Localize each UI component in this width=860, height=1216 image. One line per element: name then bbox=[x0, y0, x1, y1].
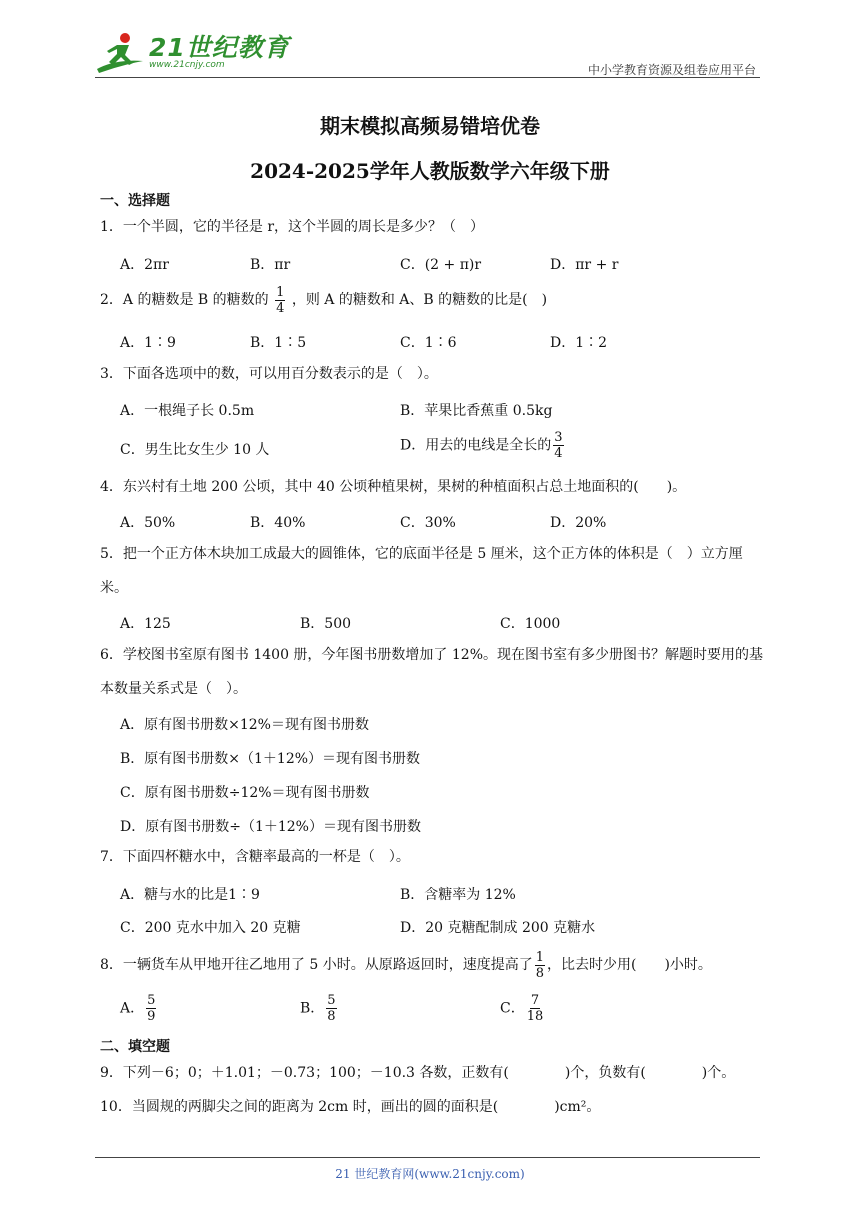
q4-option-a: A．50% bbox=[120, 515, 176, 531]
q4-option-c: C．30% bbox=[400, 515, 456, 531]
q2-option-a: A．1∶9 bbox=[120, 335, 176, 351]
q8-option-b-fraction bbox=[326, 993, 336, 1024]
section-heading-fill: 二、填空题 bbox=[100, 1039, 170, 1055]
q3-option-d bbox=[400, 430, 566, 461]
q4-option-b: B．40% bbox=[250, 515, 306, 531]
question-2 bbox=[100, 283, 765, 317]
q8-b-num: 5 bbox=[327, 993, 336, 1008]
q6-option-a: A．原有图书册数×12%＝现有图书册数 bbox=[120, 717, 369, 733]
q1-option-b: B．πr bbox=[250, 257, 291, 273]
section-heading-choice: 一、选择题 bbox=[100, 193, 170, 209]
q2-frac-den: 4 bbox=[276, 300, 285, 316]
q7-option-a: A．糖与水的比是1∶9 bbox=[120, 887, 260, 903]
page-header bbox=[95, 30, 760, 78]
logo bbox=[95, 30, 290, 76]
q3-d-frac-num: 3 bbox=[554, 430, 563, 445]
q8-option-a bbox=[120, 993, 158, 1024]
q8-option-a-fraction bbox=[146, 993, 156, 1024]
q1-option-c: C．(2 + π)r bbox=[400, 257, 482, 273]
header-platform-text: 中小学教育资源及组卷应用平台 bbox=[587, 63, 756, 77]
q8-text-post: ，比去时少用( )小时。 bbox=[547, 957, 712, 973]
logo-url: www.21cnjy.com bbox=[149, 60, 225, 70]
q4-option-d: D．20% bbox=[550, 515, 607, 531]
q8-option-c-label: C． bbox=[500, 1000, 525, 1017]
q8-option-c-fraction bbox=[527, 993, 544, 1024]
q8-option-b bbox=[300, 993, 339, 1024]
q3-option-c: C．男生比女生少 10 人 bbox=[120, 442, 270, 458]
q2-frac-num: 1 bbox=[276, 284, 285, 300]
header-divider bbox=[95, 77, 760, 78]
q8-b-den: 8 bbox=[327, 1009, 336, 1024]
q8-option-a-label: A． bbox=[120, 1000, 145, 1017]
q2-option-b: B．1∶5 bbox=[250, 335, 307, 351]
footer-text: 21 世纪教育网(www.21cnjy.com) bbox=[335, 1167, 525, 1181]
runner-logo-icon bbox=[95, 31, 147, 75]
question-4: 4．东兴村有土地 200 公顷，其中 40 公顷种植果树，果树的种植面积占总土地面积的( )。 bbox=[100, 479, 687, 495]
question-9: 9．下列－6；0；＋1.01；－0.73；100；－10.3 各数，正数有( )个，负数有( )个。 bbox=[100, 1065, 736, 1081]
question-1: 1．一个半圆，它的半径是 r，这个半圆的周长是多少？（ ） bbox=[100, 219, 485, 235]
q8-a-den: 9 bbox=[147, 1009, 156, 1024]
q8-fraction bbox=[535, 950, 545, 981]
q3-option-a: A．一根绳子长 0.5m bbox=[120, 403, 255, 419]
question-6: 6．学校图书室原有图书 1400 册，今年图书册数增加了 12%。现在图书室有多少册图书？解题时要用的基本数量关系式是（ ）。 bbox=[100, 647, 764, 697]
q6-option-d: D．原有图书册数÷（1＋12%）＝现有图书册数 bbox=[120, 819, 421, 835]
q8-frac-num: 1 bbox=[535, 949, 544, 965]
footer-divider bbox=[95, 1157, 760, 1158]
q1-option-a: A．2πr bbox=[120, 257, 169, 273]
q2-fraction bbox=[275, 285, 285, 316]
question-10: 10．当圆规的两脚尖之间的距离为 2cm 时，画出的圆的面积是( )cm²。 bbox=[100, 1099, 601, 1115]
q7-option-b: B．含糖率为 12% bbox=[400, 887, 516, 903]
question-5: 5．把一个正方体木块加工成最大的圆锥体，它的底面半径是 5 厘米，这个正方体的体积是（ ）立方厘米。 bbox=[100, 546, 743, 596]
q8-text-pre: 8．一辆货车从甲地开往乙地用了 5 小时。从原路返回时，速度提高了 bbox=[100, 957, 533, 973]
logo-text: 21世纪教育 bbox=[149, 33, 290, 62]
q3-option-d-text: D．用去的电线是全长的 bbox=[400, 437, 552, 454]
q3-option-d-fraction bbox=[553, 430, 563, 461]
q5-option-c: C．1000 bbox=[500, 616, 561, 632]
q2-option-d: D．1∶2 bbox=[550, 335, 608, 351]
q7-option-d: D．20 克糖配制成 200 克糖水 bbox=[400, 920, 596, 936]
q3-option-b: B．苹果比香蕉重 0.5kg bbox=[400, 403, 553, 419]
question-7: 7．下面四杯糖水中，含糖率最高的一杯是（ ）。 bbox=[100, 849, 410, 865]
q2-text-post: ，则 A 的糖数和 A、B 的糖数的比是( ) bbox=[291, 292, 548, 308]
question-3: 3．下面各选项中的数，可以用百分数表示的是（ ）。 bbox=[100, 366, 438, 382]
q5-option-b: B．500 bbox=[300, 616, 352, 632]
q6-option-c: C．原有图书册数÷12%＝现有图书册数 bbox=[120, 785, 370, 801]
q5-option-a: A．125 bbox=[120, 616, 171, 632]
page-subtitle: 2024-2025学年人教版数学六年级下册 bbox=[250, 159, 610, 183]
q6-option-b: B．原有图书册数×（1＋12%）＝现有图书册数 bbox=[120, 751, 421, 767]
q8-a-num: 5 bbox=[147, 993, 156, 1008]
q1-option-d: D．πr + r bbox=[550, 257, 619, 273]
q7-option-c: C．200 克水中加入 20 克糖 bbox=[120, 920, 301, 936]
q8-option-b-label: B． bbox=[300, 1000, 325, 1017]
question-8 bbox=[100, 948, 765, 982]
q8-frac-den: 8 bbox=[535, 965, 544, 981]
page-title: 期末模拟高频易错培优卷 bbox=[320, 114, 540, 138]
q8-c-num: 7 bbox=[530, 993, 540, 1008]
q8-c-den: 18 bbox=[526, 1009, 544, 1024]
q2-option-c: C．1∶6 bbox=[400, 335, 457, 351]
q8-option-c bbox=[500, 993, 545, 1024]
q2-text-pre: 2．A 的糖数是 B 的糖数的 bbox=[100, 292, 269, 308]
q3-d-frac-den: 4 bbox=[554, 446, 563, 461]
